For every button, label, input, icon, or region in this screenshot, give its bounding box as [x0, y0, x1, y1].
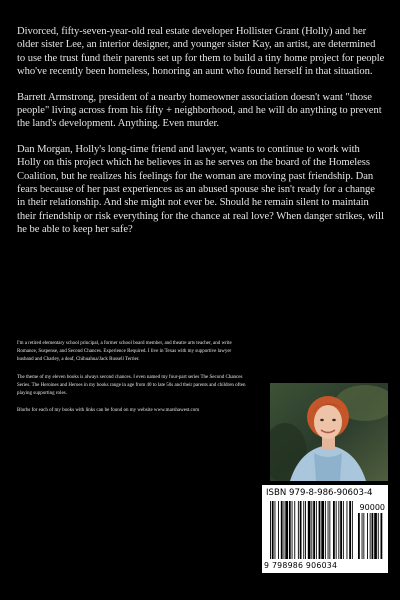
back-cover-blurb	[17, 25, 385, 249]
bio-paragraph-2: The theme of my eleven books is always second chances. I even named my four-part series The Second Chances Series. The Heroines and Heroes in my books range in age from 40 to late 50s and their parents and children often playing supporting roles.	[17, 374, 246, 397]
blurb-paragraph-2: Barrett Armstrong, president of a nearby homeowner association doesn't want "those people" living across from his fifty + neighborhood, and he will do anything to prevent the land's development. Anything. Even murder.	[17, 91, 382, 130]
price-code: 90000	[359, 503, 385, 512]
ean-digits: 9 798986 906034	[264, 561, 338, 570]
bio-paragraph-3: Blurbs for each of my books with links can be found on my website www.marshawest.com	[17, 408, 200, 414]
isbn-barcode	[262, 485, 388, 573]
author-photo	[270, 383, 388, 481]
author-bio	[17, 340, 249, 424]
blurb-paragraph-1: Divorced, fifty-seven-year-old real estate developer Hollister Grant (Holly) and her older sister Lee, an interior designer, and younger sister Kay, an artist, are determined to use the trust fund their parents set up for them to build a tiny home project for people who've recently been homeless, honoring an aunt who found herself in that situation.	[17, 26, 385, 78]
blurb-paragraph-3: Dan Morgan, Holly's long-time friend and lawyer, wants to continue to work with Holly on this project which he believes in as he serves on the board of the Homeless Coalition, but he realizes his feelings for the woman are moving past friendship. Dan fears because of her past experiences as an abused spouse she isn't ready for a change in their relationship. And she might not ever be. Should he remain silent to maintain their friendship or risk everything for the chance at real love? When danger strikes, will he be able to keep her safe?	[17, 143, 384, 236]
isbn-number: ISBN 979-8-986-90603-4	[266, 488, 373, 498]
author-portrait-image	[270, 383, 388, 481]
bio-paragraph-1: I'm a retired elementary school principal, a former school board member, and theatre arts teacher, and write Romance, Suspense, and Second Chances. Experience Required. I live in Texas with my supportive lawyer husband and Charley, a deaf, Chihuahua/Jack Russell Terrier.	[17, 341, 232, 363]
barcode-bars	[264, 501, 386, 559]
